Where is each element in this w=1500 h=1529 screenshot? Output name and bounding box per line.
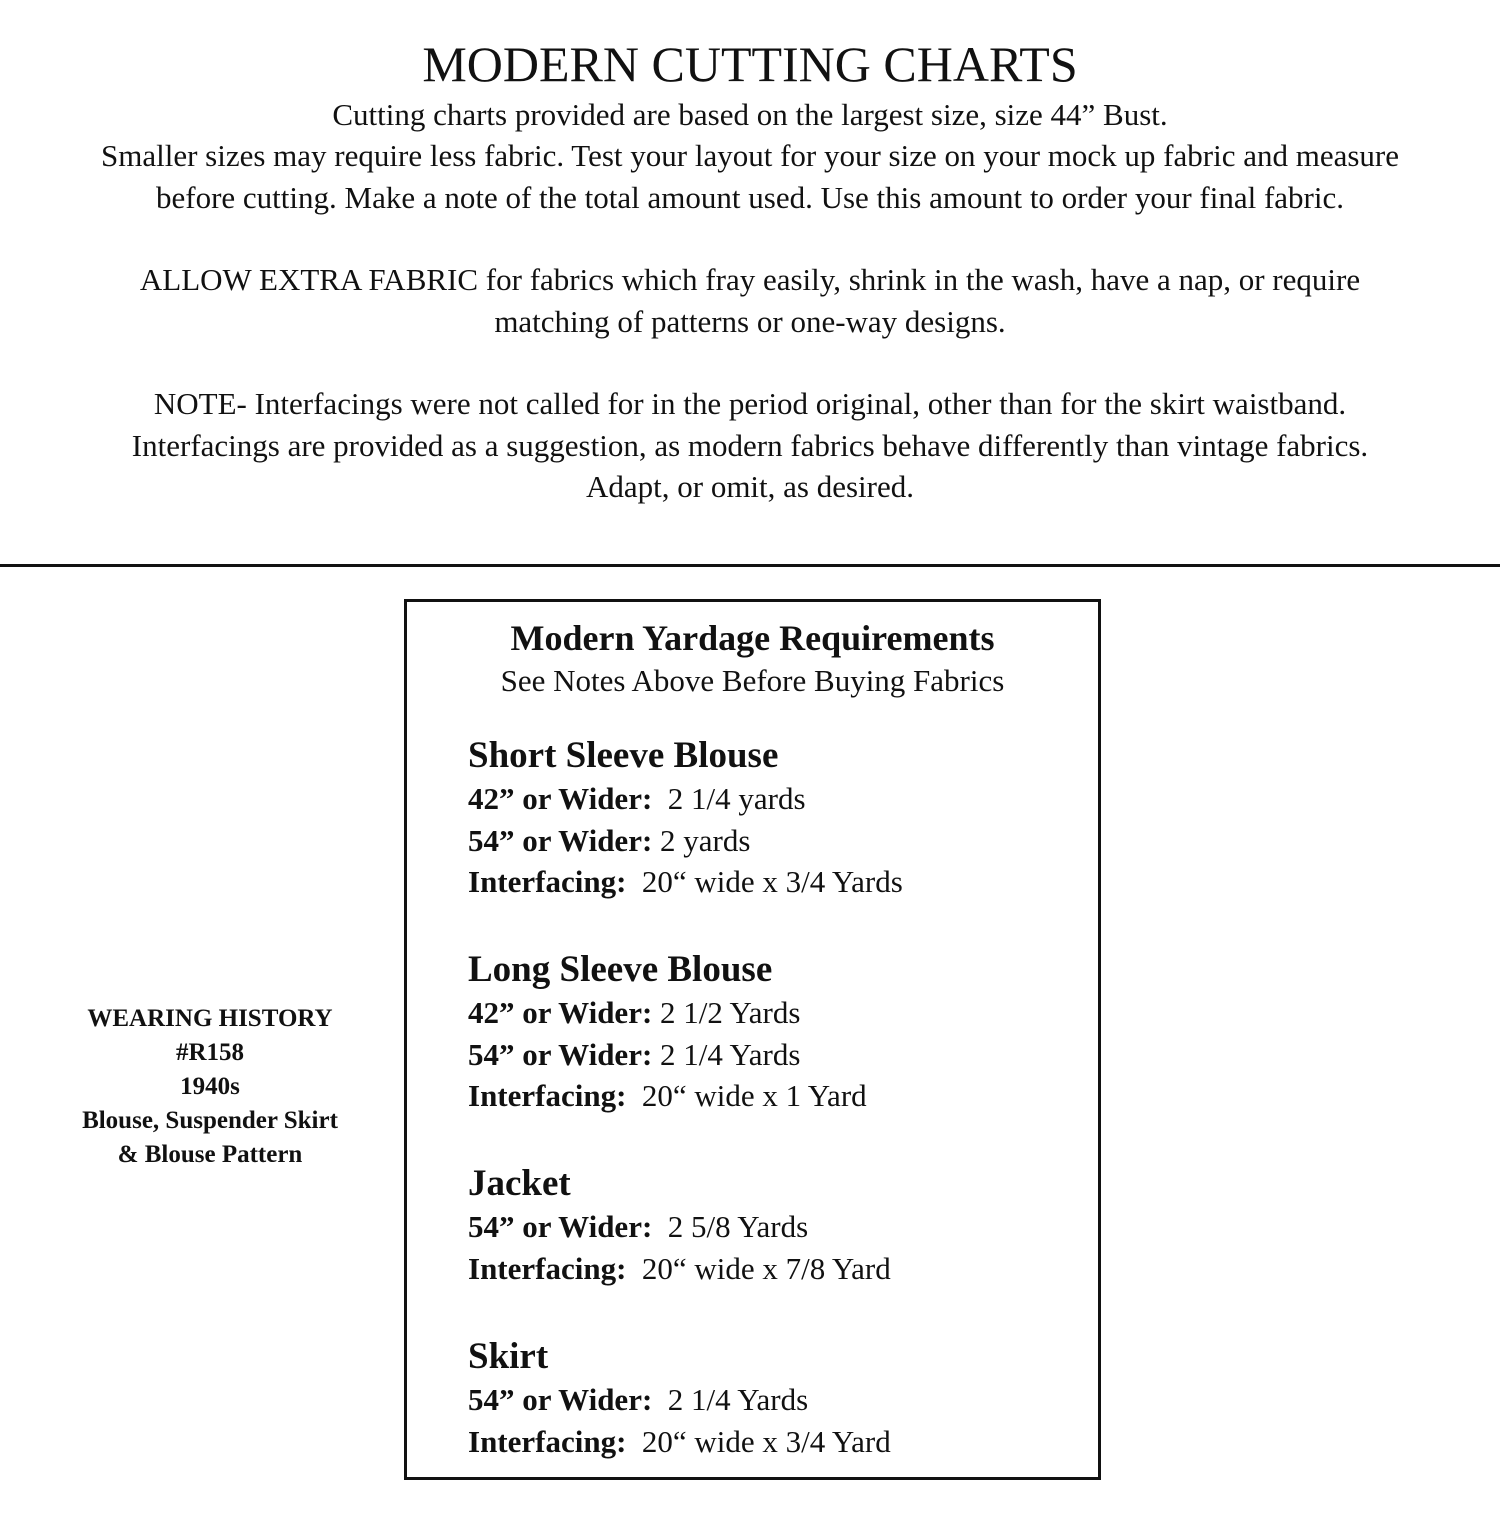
row-value: 20“ wide x 3/4 Yards [626, 864, 903, 899]
row-label: 42” or Wider: [468, 995, 653, 1030]
pattern-info [40, 1002, 380, 1172]
row-value: 2 1/4 Yards [652, 1036, 801, 1072]
yardage-row [468, 1379, 1088, 1421]
row-value: 20“ wide x 1 Yard [626, 1078, 867, 1113]
section-divider [0, 564, 1500, 567]
row-value: 20“ wide x 3/4 Yard [626, 1423, 891, 1459]
row-label: 54” or Wider: [468, 1036, 653, 1072]
pattern-number: #R158 [175, 1039, 245, 1066]
yardage-row [468, 992, 1088, 1034]
row-value: 2 1/4 yards [652, 781, 806, 816]
yardage-subtitle: See Notes Above Before Buying Fabrics [500, 663, 1005, 698]
section-skirt [468, 1335, 1088, 1462]
yardage-row [468, 1034, 1088, 1076]
row-label: 42” or Wider: [468, 781, 653, 816]
section-title: Short Sleeve Blouse [468, 735, 779, 776]
yardage-row [468, 1421, 1088, 1463]
row-label: Interfacing: [468, 1423, 627, 1459]
allow-extra-line-2: matching of patterns or one-way designs. [494, 303, 1006, 339]
yardage-box [404, 599, 1101, 1480]
intro-text: Cutting charts provided are based on the largest size, size 44” Bust. [332, 97, 1168, 132]
row-label: Interfacing: [468, 1078, 627, 1113]
section-title: Long Sleeve Blouse [468, 949, 773, 990]
smaller-sizes-line-2: before cutting. Make a note of the total amount used. Use this amount to order your final fabric. [156, 179, 1344, 215]
note-line-2: Interfacings are provided as a suggestion, as modern fabrics behave differently than vintage fabrics. [131, 427, 1369, 463]
spacer [0, 342, 1500, 383]
yardage-row [468, 778, 1088, 820]
yardage-row [468, 861, 1088, 903]
row-label: 54” or Wider: [468, 1382, 653, 1417]
pattern-description-line-2: & Blouse Pattern [117, 1141, 303, 1168]
pattern-era: 1940s [180, 1073, 240, 1100]
row-label: Interfacing: [468, 1250, 627, 1286]
row-value: 20“ wide x 7/8 Yard [626, 1250, 891, 1286]
note-line-1: NOTE- Interfacings were not called for in the period original, other than for the skirt waistband. [153, 386, 1347, 421]
page-title: MODERN CUTTING CHARTS [422, 36, 1078, 92]
yardage-row [468, 1248, 1088, 1290]
yardage-title: Modern Yardage Requirements [510, 618, 995, 658]
allow-extra-line-1: ALLOW EXTRA FABRIC for fabrics which fray easily, shrink in the wash, have a nap, or require [139, 262, 1361, 297]
row-value: 2 1/4 Yards [652, 1382, 809, 1417]
section-title: Skirt [468, 1336, 549, 1377]
section-short-sleeve-blouse [468, 734, 1088, 903]
row-label: 54” or Wider: [468, 822, 653, 858]
row-label: Interfacing: [468, 864, 627, 899]
section-jacket [468, 1162, 1088, 1289]
smaller-sizes-line-1: Smaller sizes may require less fabric. Test your layout for your size on your mock up fabric and measure [101, 138, 1399, 173]
section-title: Jacket [468, 1163, 571, 1204]
row-value: 2 5/8 Yards [652, 1209, 809, 1244]
section-long-sleeve-blouse [468, 948, 1088, 1117]
pattern-description-line-1: Blouse, Suspender Skirt [82, 1107, 338, 1134]
yardage-row [468, 820, 1088, 862]
note-line-3: Adapt, or omit, as desired. [585, 469, 914, 504]
yardage-row [468, 1075, 1088, 1117]
header [0, 34, 1500, 508]
row-value: 2 1/2 Yards [652, 995, 801, 1030]
row-label: 54” or Wider: [468, 1209, 653, 1244]
brand-name: WEARING HISTORY [87, 1005, 333, 1032]
yardage-row [468, 1206, 1088, 1248]
spacer [0, 218, 1500, 259]
row-value: 2 yards [652, 822, 751, 858]
